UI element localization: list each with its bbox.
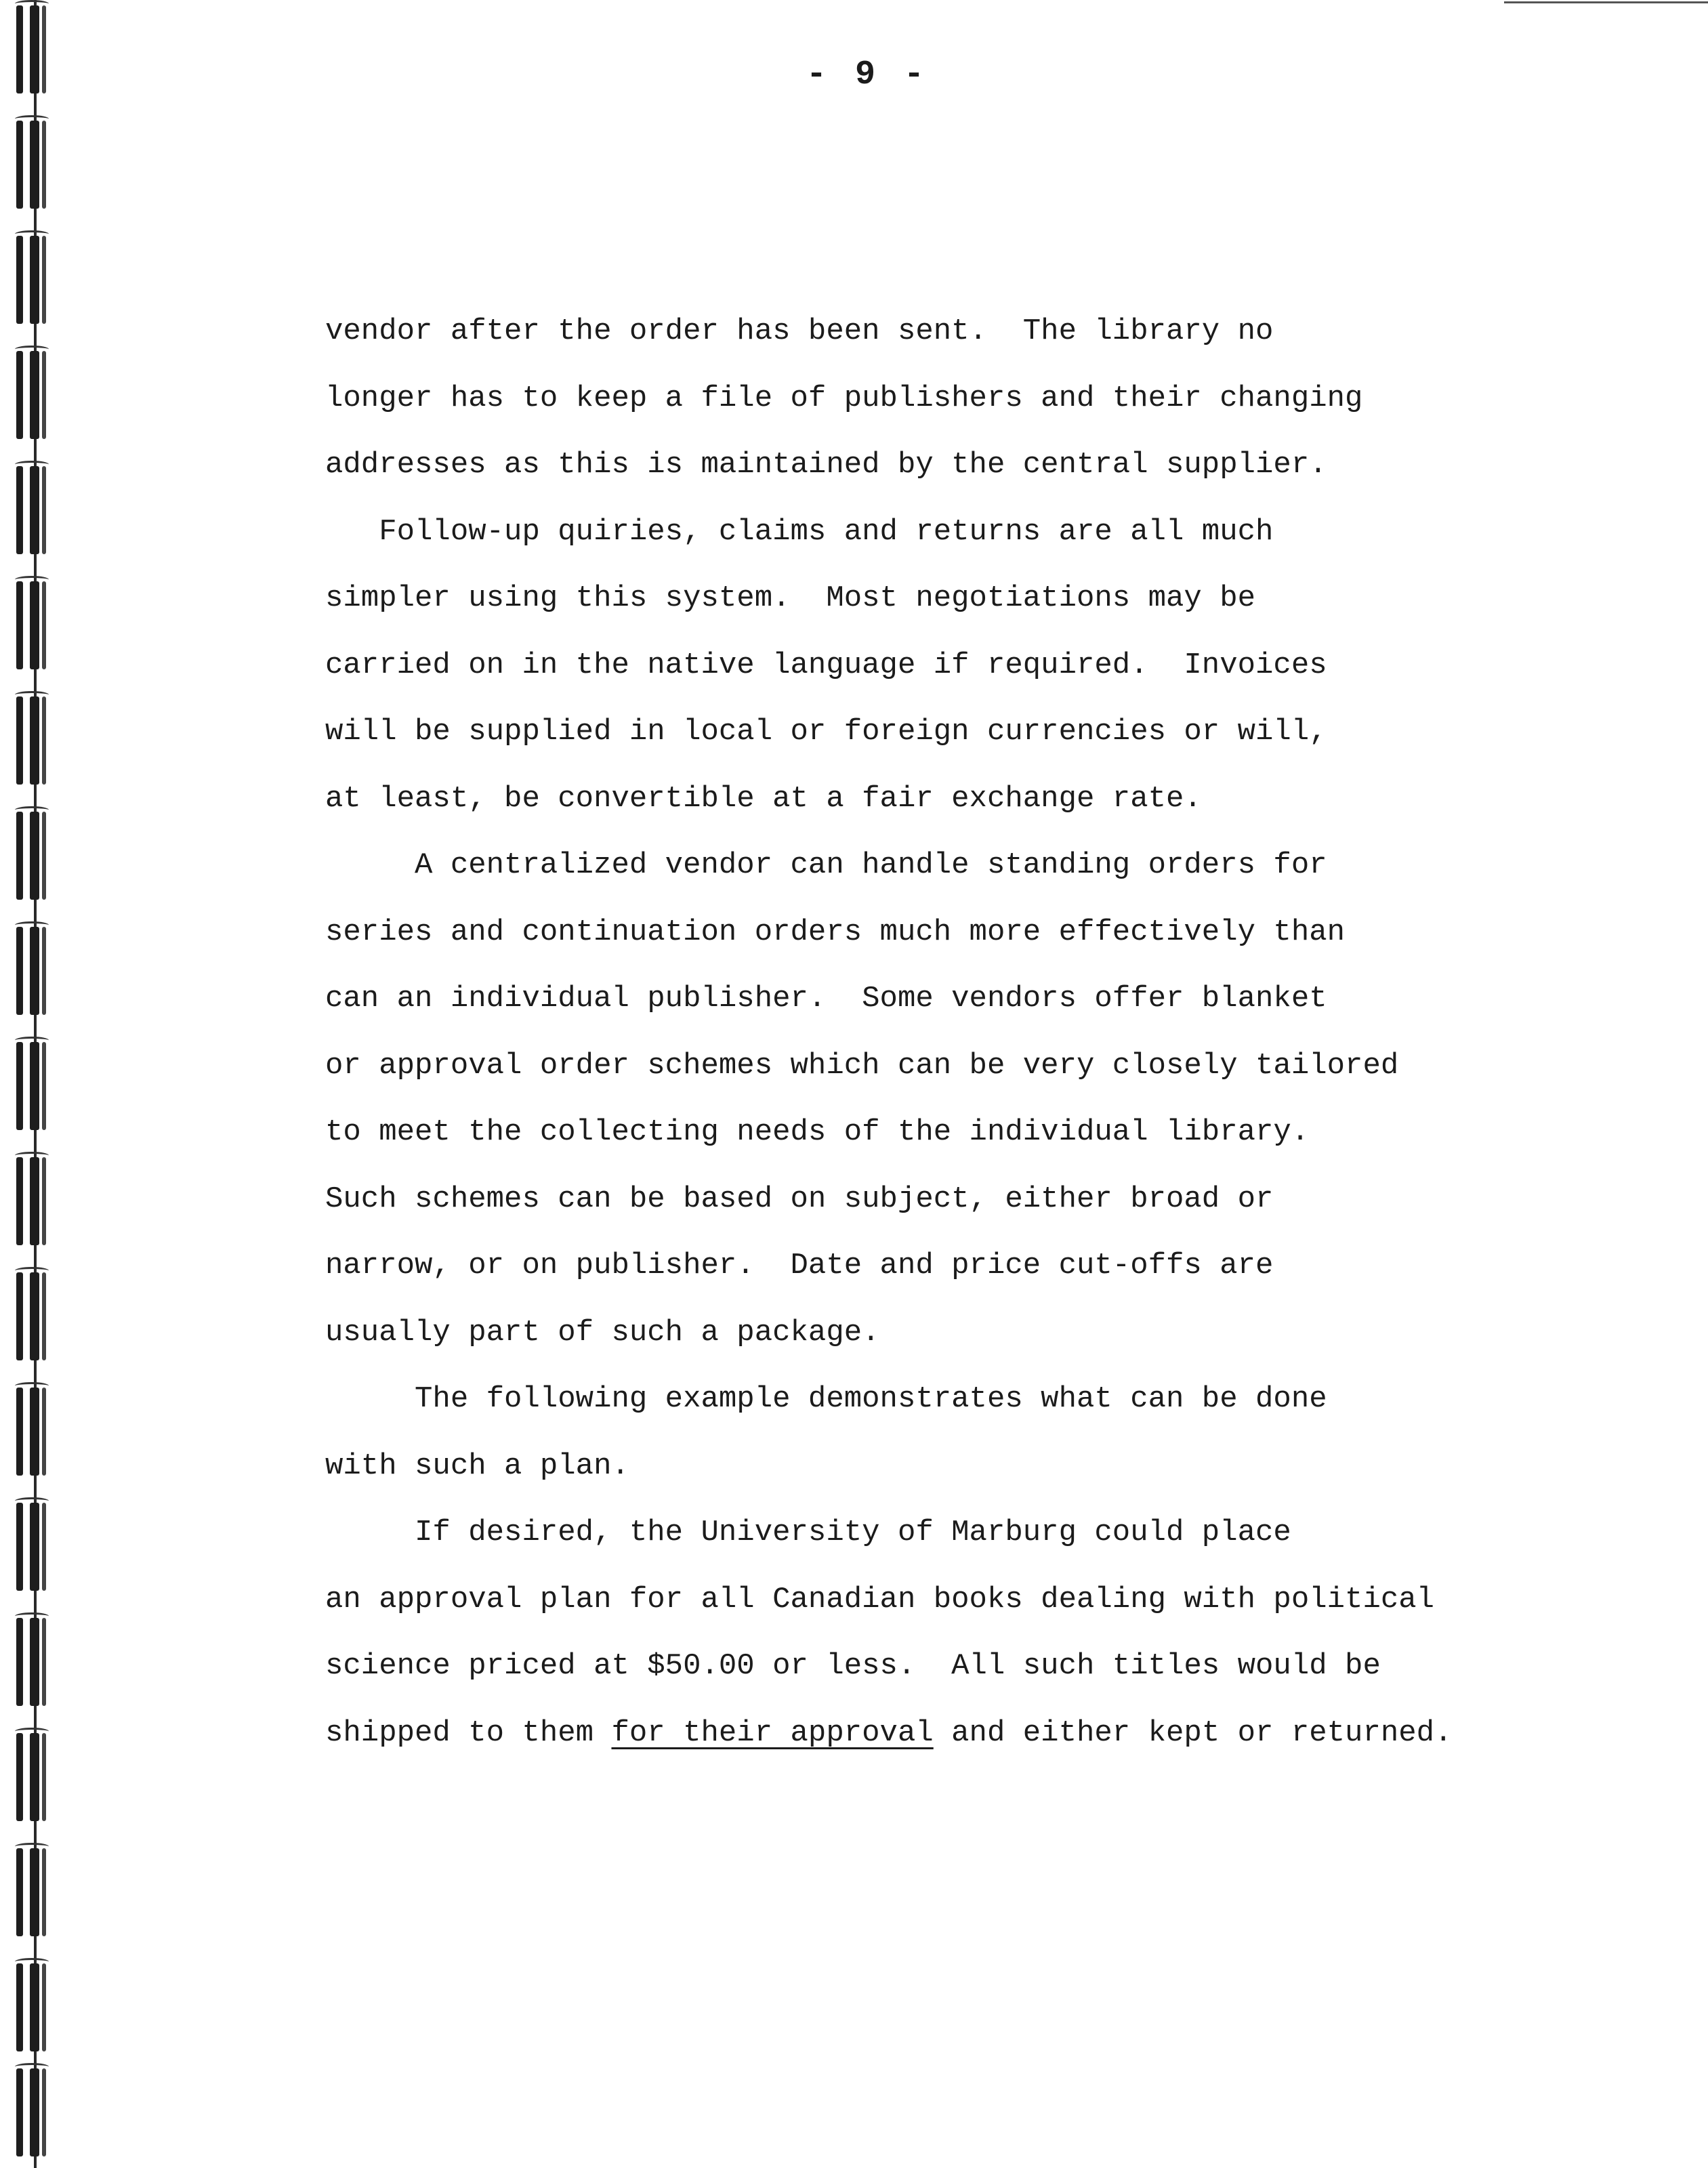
paragraph-3 (325, 832, 1436, 1366)
paragraph-5 (325, 1499, 1453, 1766)
text-line: carried on in the native language if required. Invoices (325, 648, 1327, 682)
binding-coil (15, 1152, 49, 1253)
paragraph-1 (325, 298, 1436, 499)
text-line: to meet the collecting needs of the individual library. (325, 1115, 1310, 1149)
text-line: can an individual publisher. Some vendors offer blanket (325, 982, 1327, 1016)
text-line: Follow-up quiries, claims and returns are all much (325, 514, 1274, 549)
binding-coil (15, 1037, 49, 1138)
text-line: series and continuation orders much more effectively than (325, 915, 1346, 949)
paragraph-4 (325, 1366, 1436, 1499)
binding-coil (15, 576, 49, 678)
underlined-phrase: for their approval (611, 1715, 934, 1750)
text-line: or approval order schemes which can be very closely tailored (325, 1048, 1399, 1083)
page-number: - 9 - (806, 56, 929, 94)
binding-coil (15, 0, 49, 102)
text-line: simpler using this system. Most negotiations may be (325, 581, 1256, 615)
binding-coil (15, 1958, 49, 2060)
binding-coil (15, 1728, 49, 1829)
binding-coil (15, 691, 49, 793)
text-line: at least, be convertible at a fair exchange rate. (325, 781, 1202, 816)
text-line: narrow, or on publisher. Date and price cut-offs are (325, 1249, 1274, 1283)
binding-coil (15, 115, 49, 217)
text-line: longer has to keep a file of publishers and their changing (325, 381, 1363, 415)
body-text (325, 298, 1453, 1766)
top-edge-rule (1504, 1, 1708, 3)
binding-coil (15, 230, 49, 332)
text-line: with such a plan. (325, 1448, 629, 1483)
text-line: If desired, the University of Marburg could place (325, 1516, 1291, 1549)
binding-coil (15, 921, 49, 1023)
binding-coil (15, 806, 49, 908)
text-line: Such schemes can be based on subject, either broad or (325, 1182, 1274, 1216)
binding-coil (15, 1497, 49, 1599)
text-line: science priced at $50.00 or less. All such titles would be (325, 1649, 1381, 1683)
binding-coil (15, 1612, 49, 1714)
text-line: addresses as this is maintained by the central supplier. (325, 448, 1327, 482)
text-line: A centralized vendor can handle standing orders for (325, 848, 1327, 882)
text-line: an approval plan for all Canadian books dealing with political (325, 1582, 1435, 1617)
binding-coil (15, 461, 49, 562)
paragraph-2 (325, 499, 1436, 833)
text-line: vendor after the order has been sent. The library no (325, 314, 1274, 348)
binding-coil (15, 2063, 49, 2165)
text-line: usually part of such a package. (325, 1315, 880, 1350)
binding-coil (15, 346, 49, 447)
spiral-binding (0, 0, 61, 2168)
last-line-before: shipped to them (325, 1715, 612, 1750)
binding-coil (15, 1843, 49, 1944)
binding-coil (15, 1267, 49, 1369)
text-line: will be supplied in local or foreign currencies or will, (325, 715, 1327, 749)
text-line-last (325, 1700, 1453, 1767)
binding-coil (15, 1382, 49, 1484)
text-line: The following example demonstrates what can be done (325, 1382, 1327, 1416)
last-line-after: and either kept or returned. (933, 1715, 1453, 1750)
